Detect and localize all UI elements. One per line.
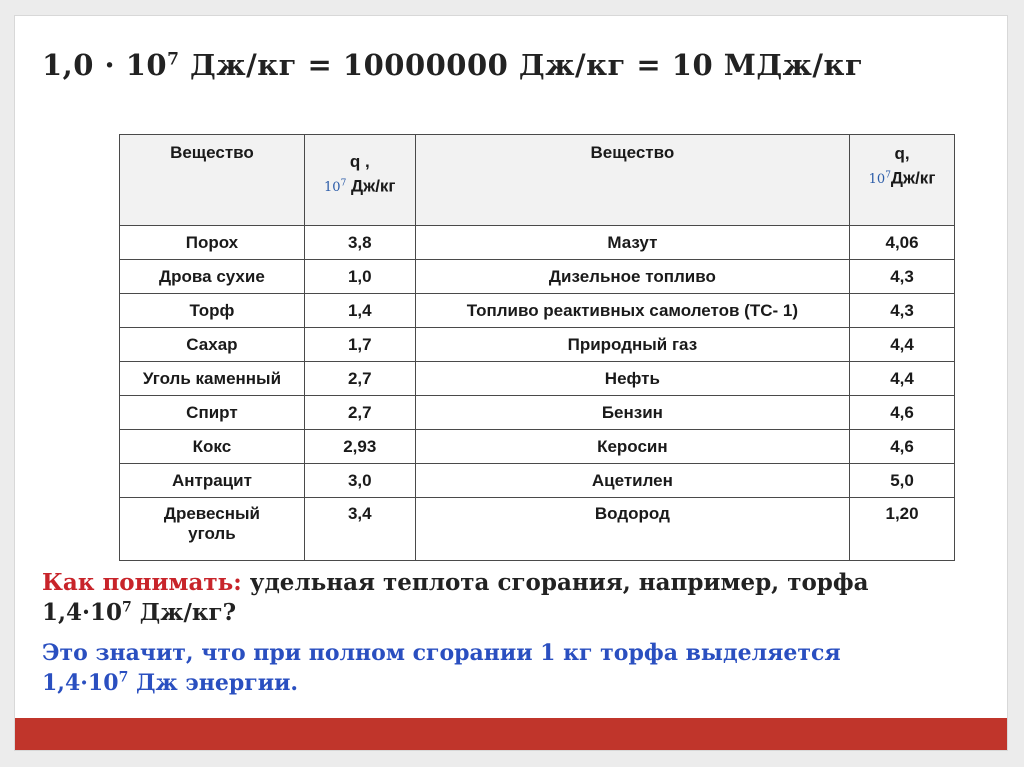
table-row: Порох 3,8 Мазут 4,06 [120,226,955,260]
table-row: Дрова сухие 1,0 Дизельное топливо 4,3 [120,260,955,294]
table-header-row [120,135,955,226]
header-substance-right: Вещество [415,135,849,226]
formula-exponent: 7 [167,49,180,70]
formula-heading [42,48,863,82]
slide [14,15,1008,751]
table-row: Уголь каменный 2,7 Нефть 4,4 [120,362,955,396]
formula-mantissa: 1,0 · 10 [42,48,168,82]
question-lead: Как понимать: [42,569,242,596]
table-row: Древесный уголь 3,4 Водород 1,20 [120,498,955,561]
table-row: Торф 1,4 Топливо реактивных самолетов (ТС- 1) 4,3 [120,294,955,328]
footer-bar [15,718,1007,750]
header-substance-left: Вещество [120,135,305,226]
cell-charcoal: Древесный уголь [120,498,305,561]
table-row: Спирт 2,7 Бензин 4,6 [120,396,955,430]
question-text: Как понимать: удельная теплота сгорания, например, торфа $1,4\cdot 10^7$ Дж/кг? [42,569,869,626]
table-row: Антрацит 3,0 Ацетилен 5,0 [120,464,955,498]
heat-of-combustion-table [119,134,955,561]
table-row: Сахар 1,7 Природный газ 4,4 [120,328,955,362]
header-q-left: q , $10^7$ Дж/кг [304,135,415,226]
answer-text: Это значит, что при полном сгорании 1 кг торфа выделяется $1,4\cdot 10^7$ Дж энергии. [42,640,841,696]
header-q-right: q, $10^7Дж/кг$ [850,135,955,226]
table-row: Кокс 2,93 Керосин 4,6 [120,430,955,464]
formula-rest: Дж/кг = 10000000 Дж/кг = 10 МДж/кг [179,48,864,82]
